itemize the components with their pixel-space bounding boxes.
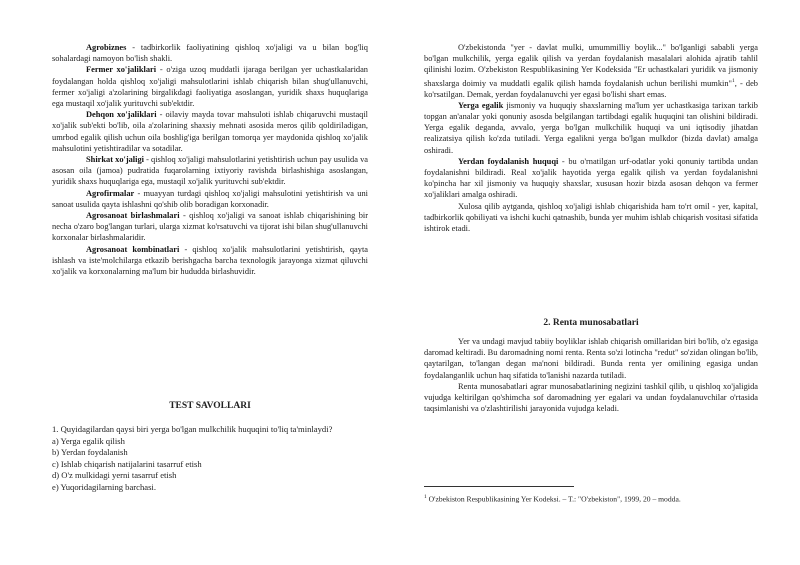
paragraph-ownership: O'zbekistonda "yer - davlat mulki, umummilliy boylik..." bo'lganligi sababli yerga bo'lgan mulkchilik, yerga egalik qilish va yerdan foydalanish masalalari alohida ajratib tahlil qilinishi lozim. O'zbekiston Respublikasining Yer Kodeksida "Er uchastkalari yuridik va jismoniy shaxslarga doimiy va muddatli egalik qilish hamda foydalanish uchun berilishi mumkin"$^1$, - deb ko'rsatilgan. Demak, yerdan foydalanuvchi yer egasi bo'lishi shart emas. <box>424 43 758 99</box>
definition-agrobiznes: Agrobiznes - tadbirkorlik faoliyatining qishloq xo'jaligi va u bilan bog'liq sohalardagi namoyon bo'lish shakli. <box>52 43 368 64</box>
footnote: $^1$ O'zbekiston Respublikasining Yer Kodeksi. – T.: "O'zbekiston", 1999, 20 – modda. <box>424 494 681 504</box>
renta-block <box>424 336 758 414</box>
test-question-block <box>52 424 368 494</box>
definition-shirkat: Shirkat xo'jaligi - qishloq xo'jaligi mahsulotlarini yetishtirish uchun pay usulida va asosan oila (jamoa) pudratida fuqarolarning ixtiyoriy ravishda birlashishiga asoslangan, yuridik shaxs huquqlariga ega, mustaqil xo'jalik yurituvchi sub'ektdir. <box>52 155 369 187</box>
definition-agrosanoat-kombinatlari: Agrosanoat kombinatlari - qishloq xo'jalik mahsulotlarini yetishtirish, qayta ishlash va iste'molchilarga etkazib berishgacha barcha texnologik jarayonga xizmat qiluvchi xo'jalik va korxonalarning ma'lum bir hududda birlashuvidir. <box>52 244 368 277</box>
definition-dehqon: Dehqon xo'jaliklari - oilaviy mayda tovar mahsuloti ishlab chiqaruvchi mustaqil xo'jalik sub'ekti bo'lib, oila a'zolarining shaxsiy mehnati asosida meros qilib qoldiriladigan, umrbod egalik qilish uchun oila boshlig'iga berilgan tomorqa yer maydonida qishloq xo'jalik mahsulotini yetishtiradilar va sotadilar. <box>52 110 369 153</box>
answer-option-b[interactable]: b) Yerdan foydalanish <box>52 447 128 458</box>
definition-agrosanoat-birlashmalari: Agrosanoat birlashmalari - qishloq xo'jaligi va sanoat ishlab chiqarishining bir necha o'zaro bog'langan turlari, ularga xizmat ko'rsatuvchi va tijorat ishi bilan shug'ullanuvchi korxonalar birlashmalaridir. <box>52 211 368 243</box>
section-heading: 2. Renta munosabatlari <box>543 318 639 328</box>
paragraph-foydalanish-huquqi: Yerdan foydalanish huquqi - bu o'rnatilgan urf-odatlar yoki qonuniy tartibda undan foydalanishni bildiradi. Real xo'jalik hayotida yerga egalik qilish va yerdan foydalanishni ko'pincha har xil jismoniy va huquqiy shaxslar, xususan hozir bizda asosan dehqon va fermer xo'jaliklari amalga oshiradi. <box>424 156 758 200</box>
definitions-block <box>52 42 368 277</box>
paragraph-xulosa: Xulosa qilib aytganda, qishloq xo'jaligi ishlab chiqarishida ham to'rt omil - yer, kapital, tadbirkorlik qobiliyati va ishchi kuchi qatnashib, bunda yer muhim ishlab chiqarish vositasi sifatida ishtirok etadi. <box>424 201 758 234</box>
left-page <box>52 0 368 565</box>
footnote-divider <box>424 486 574 487</box>
right-page <box>424 0 758 565</box>
definition-agrofirmalar: Agrofirmalar - muayyan turdagi qishloq xo'jaligi mahsulotini yetishtirish va uni sanoat usulida qayta ishlashni qo'shib olib boradigan korxonadir. <box>52 188 368 209</box>
test-heading: TEST SAVOLLARI <box>169 401 251 411</box>
land-ownership-block <box>424 42 758 234</box>
paragraph-renta-definition: Yer va undagi mavjud tabiiy boyliklar ishlab chiqarish omillaridan biri bo'lib, o'z egasiga daromad keltiradi. Bu daromadning nomi renta. Renta so'zi lotincha "redut" so'zidan olingan bo'lib, qaytarilgan, to'langan degan ma'noni bildiradi. Bunda renta yer omilining egasiga undan foydalanganlik uchun haq sifatida to'lanishi nazarda tutiladi. <box>424 337 758 380</box>
answer-option-e[interactable]: e) Yuqoridagilarning barchasi. <box>52 481 156 492</box>
paragraph-renta-munosabatlari: Renta munosabatlari agrar munosabatlarining negizini tashkil qilib, u qishloq xo'jaligida vujudga keltirilgan qo'shimcha sof daromadning yer egalari va undan foydalanuvchilar o'rtasida taqsimlanishi va o'zlashtirilishi jarayonida vujudga keladi. <box>424 381 758 414</box>
footnote-ref: 1 <box>731 77 735 84</box>
test-question: 1. Quyidagilardan qaysi biri yerga bo'lgan mulkchilik huquqini to'liq ta'minlaydi? <box>52 424 333 434</box>
definition-fermer: Fermer xo'jaliklari - o'ziga uzoq muddatli ijaraga berilgan yer uchastkalaridan foydalangan holda qishloq xo'jaligi mahsulotlarini ishlab chiqarish bilan shug'ullanuvchi, fermer xo'jaligi a'zolarining birgalikdagi faoliyatiga asoslangan, yuridik shaxs huquqlariga ega mustaqil xo'jalik yurituvchi sub'ektdir. <box>52 65 368 109</box>
answer-options <box>52 436 368 494</box>
answer-option-a[interactable]: a) Yerga egalik qilish <box>52 435 125 446</box>
answer-option-d[interactable]: d) O'z mulkidagi yerni tasarruf etish <box>52 470 177 481</box>
paragraph-yerga-egalik: Yerga egalik jismoniy va huquqiy shaxslarning ma'lum yer uchastkasiga tarixan tarkib topgan an'analar yoki qonuniy asosda belgilangan tartibdagi egalik huquqini tan olishini bildiradi. Yerga egalik deganda, avvalo, yerga bo'lgan mulkchilik huquqi va uni iqtisodiy jihatdan realizatsiya qilish ko'zda tutiladi. Yerga egalikni yerga bo'lgan mulkdor (bizda davlat) amalga oshiradi. <box>424 100 758 155</box>
answer-option-c[interactable]: c) Ishlab chiqarish natijalarini tasarruf etish <box>52 458 202 469</box>
